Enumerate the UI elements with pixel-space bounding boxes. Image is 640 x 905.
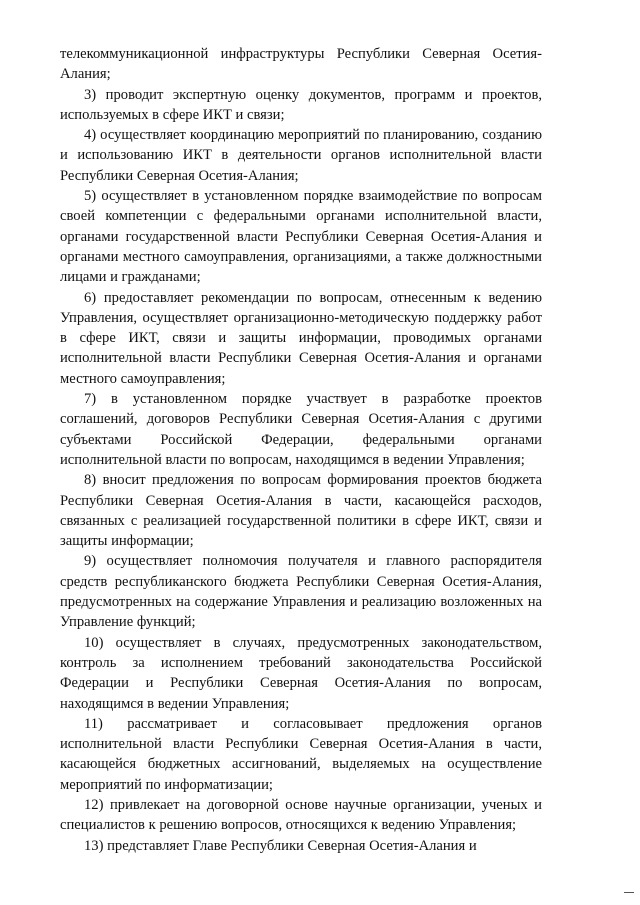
paragraph-item-8: 8) вносит предложения по вопросам формирования проектов бюджета Республики Северная Осетия-Алания в части, касающейся расходов, связанных с реализацией государственной политики в сфере ИКТ, связи и защиты информации; (60, 472, 542, 550)
paragraph-item-3: 3) проводит экспертную оценку документов, программ и проектов, используемых в сфере ИКТ и связи; (60, 86, 542, 123)
paragraph-item-4: 4) осуществляет координацию мероприятий по планированию, созданию и использованию ИКТ в деятельности органов исполнительной власти Республики Северная Осетия-Алания; (60, 127, 542, 184)
paragraph-item-7: 7) в установленном порядке участвует в разработке проектов соглашений, договоров Республики Северная Осетия-Алания с другими субъектами Российской Федерации, федеральными органами исполнительной власти по вопросам, находящимся в ведении Управления; (60, 391, 542, 468)
paragraph-item-6: 6) предоставляет рекомендации по вопросам, отнесенным к ведению Управления, осуществляет организационно-методическую поддержку работ в сфере ИКТ, связи и защиты информации, проводимых органами исполнительной власти Республики Северная Осетия-Алания и органами местного самоуправления; (60, 289, 542, 387)
paragraph-item-9: 9) осуществляет полномочия получателя и главного распорядителя средств республиканского бюджета Республики Северная Осетия-Алания, предусмотренных на содержание Управления и реализацию возложенных на Управление функций; (60, 553, 542, 631)
paragraph-item-10: 10) осуществляет в случаях, предусмотренных законодательством, контроль за исполнением требований законодательства Российской Федерации и Республики Северная Осетия-Алания по вопросам, находящимся в ведении Управления; (60, 634, 542, 712)
scan-corner-mark (624, 892, 634, 893)
document-page (60, 44, 542, 856)
paragraph-continuation: телекоммуникационной инфраструктуры Республики Северная Осетия-Алания; (60, 46, 542, 83)
paragraph-item-11: 11) рассматривает и согласовывает предложения органов исполнительной власти Республики Северная Осетия-Алания в части, касающейся бюджетных ассигнований, выделяемых на осуществление мероприятий по информатизации; (60, 715, 542, 793)
paragraph-item-12: 12) привлекает на договорной основе научные организации, ученых и специалистов к решению вопросов, относящихся к ведению Управления; (60, 796, 542, 834)
paragraph-item-13: 13) представляет Главе Республики Северная Осетия-Алания и (84, 837, 477, 854)
paragraph-item-5: 5) осуществляет в установленном порядке взаимодействие по вопросам своей компетенции с федеральными органами исполнительной власти, органами государственной власти Республики Северная Осетия-Алания и органами местного самоуправления, организациями, а также должностными лицами и гражданами; (60, 188, 542, 286)
